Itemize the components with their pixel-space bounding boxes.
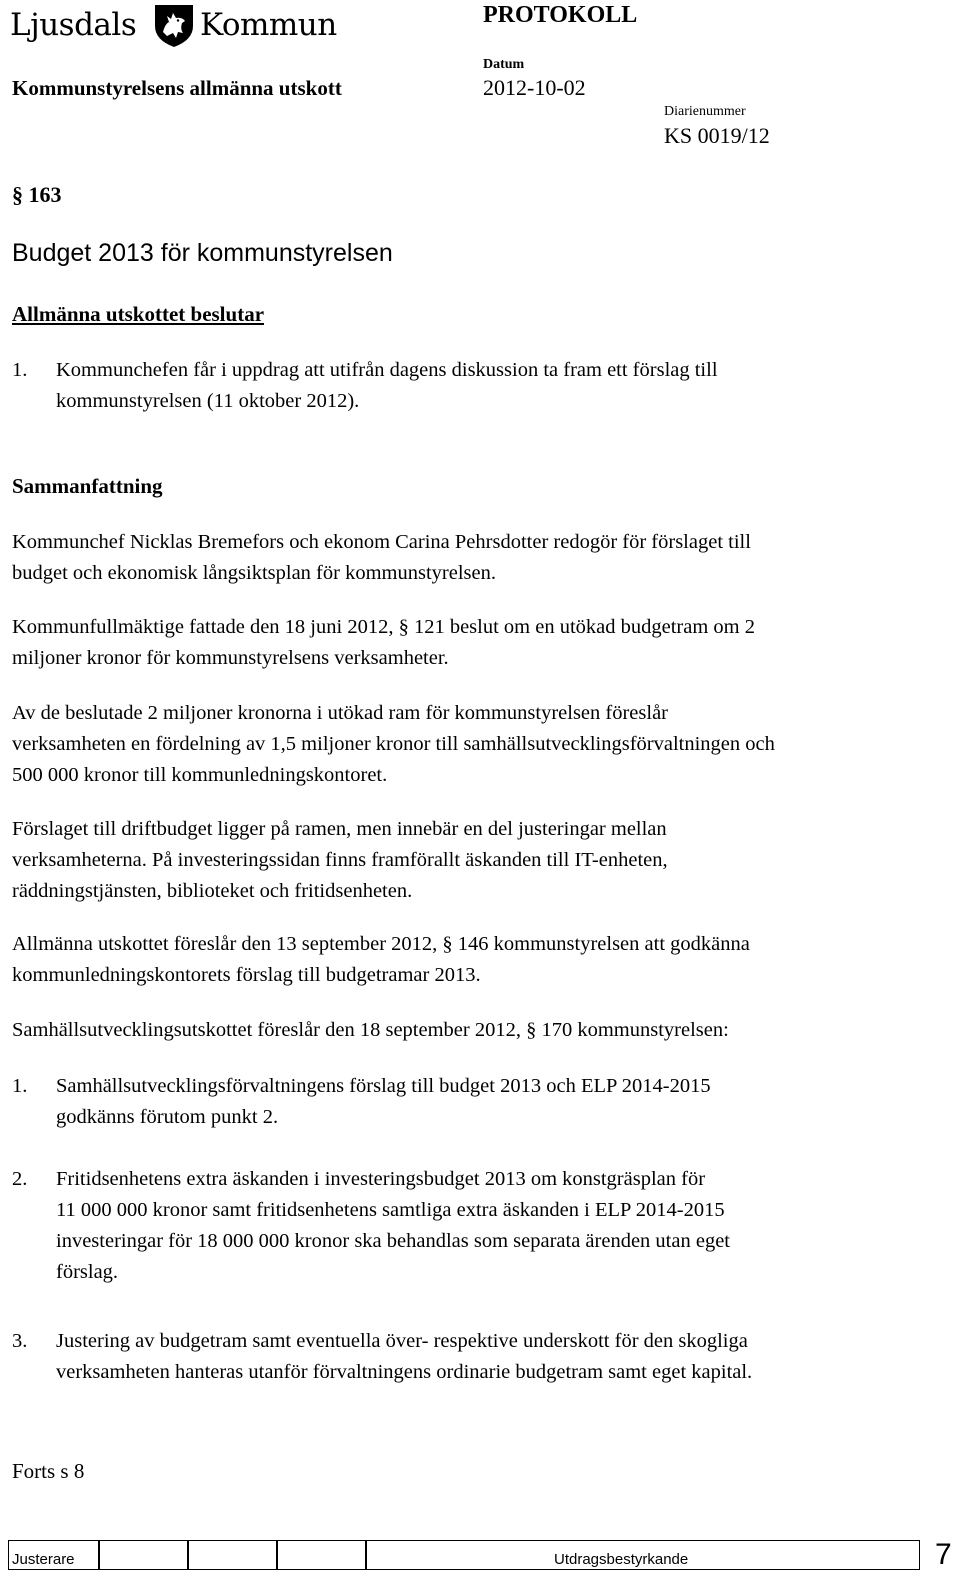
paragraph	[12, 814, 942, 907]
justerare-label: Justerare	[12, 1551, 75, 1568]
item-line: Fritidsenhetens extra äskanden i investeringsbudget 2013 om konstgräsplan för	[56, 1168, 706, 1190]
paragraph-line: 500 000 kronor till kommunledningskontoret.	[12, 764, 388, 786]
paragraph-line: kommunledningskontorets förslag till budgetramar 2013.	[12, 964, 481, 986]
date-label: Datum	[483, 57, 525, 72]
paragraph-line: verksamheten en fördelning av 1,5 miljoner kronor till samhällsutvecklingsförvaltningen och	[12, 733, 775, 755]
logo-text-right: Kommun	[200, 7, 337, 43]
committee-name: Kommunstyrelsens allmänna utskott	[12, 76, 342, 100]
paragraph-line: Av de beslutade 2 miljoner kronorna i utökad ram för kommunstyrelsen föreslår	[12, 702, 669, 724]
paragraph	[12, 527, 942, 589]
paragraph-line: räddningstjänsten, biblioteket och fritidsenheten.	[12, 880, 413, 902]
continuation-note: Forts s 8	[12, 1459, 85, 1483]
paragraph	[12, 612, 942, 674]
item-line: förslag.	[56, 1261, 119, 1283]
paragraph-line: Allmänna utskottet föreslår den 13 september 2012, § 146 kommunstyrelsen att godkänna	[12, 933, 750, 955]
item-line: kommunstyrelsen (11 oktober 2012).	[56, 390, 360, 412]
utdragsbestyrkande-label: Utdragsbestyrkande	[554, 1551, 689, 1568]
paragraph	[12, 929, 942, 991]
item-line: investeringar för 18 000 000 kronor ska behandlas som separata ärenden utan eget	[56, 1230, 730, 1252]
page-number: 7	[935, 1538, 952, 1571]
decision-heading: Allmänna utskottet beslutar	[12, 302, 265, 326]
item-number: 3.	[12, 1330, 28, 1352]
coat-of-arms-icon	[145, 2, 203, 48]
paragraph-line: Samhällsutvecklingsutskottet föreslår den 18 september 2012, § 170 kommunstyrelsen:	[12, 1019, 729, 1041]
item-line: Kommunchefen får i uppdrag att utifrån dagens diskussion ta fram ett förslag till	[56, 359, 718, 381]
paragraph-line: miljoner kronor för kommunstyrelsens verksamheter.	[12, 647, 449, 669]
justerare-box	[276, 1540, 367, 1570]
justerare-box	[187, 1540, 278, 1570]
diarienummer-label: Diarienummer	[664, 104, 746, 119]
paragraph-line: Kommunchef Nicklas Bremefors och ekonom Carina Pehrsdotter redogör för förslaget till	[12, 531, 751, 553]
date-value: 2012-10-02	[483, 75, 586, 100]
signature-footer	[8, 1540, 944, 1572]
paragraph-line: verksamheterna. På investeringssidan finns framförallt äskanden till IT-enheten,	[12, 849, 668, 871]
item-line: 11 000 000 kronor samt fritidsenhetens samtliga extra äskanden i ELP 2014-2015	[56, 1199, 725, 1221]
paragraph-line: Förslaget till driftbudget ligger på ramen, men innebär en del justeringar mellan	[12, 818, 667, 840]
item-number: 2.	[12, 1168, 28, 1190]
summary-heading: Sammanfattning	[12, 474, 163, 498]
justerare-box	[98, 1540, 189, 1570]
page-title: Budget 2013 för kommunstyrelsen	[12, 239, 393, 267]
item-number: 1.	[12, 1075, 28, 1097]
item-line: godkänns förutom punkt 2.	[56, 1106, 279, 1128]
logo-text-left: Ljusdals	[10, 7, 137, 43]
document-type: PROTOKOLL	[483, 2, 638, 28]
item-line: Justering av budgetram samt eventuella över- respektive underskott för den skogliga	[56, 1330, 748, 1352]
paragraph	[12, 698, 942, 791]
paragraph-line: budget och ekonomisk långsiktsplan för kommunstyrelsen.	[12, 562, 496, 584]
item-line: Samhällsutvecklingsförvaltningens förslag till budget 2013 och ELP 2014-2015	[56, 1075, 711, 1097]
item-line: verksamheten hanteras utanför förvaltningens ordinarie budgetram samt eget kapital.	[56, 1361, 753, 1383]
paragraph	[12, 1015, 942, 1046]
item-number: 1.	[12, 359, 28, 381]
diarienummer-value: KS 0019/12	[664, 123, 770, 148]
section-number: § 163	[12, 182, 62, 207]
paragraph-line: Kommunfullmäktige fattade den 18 juni 2012, § 121 beslut om en utökad budgetram om 2	[12, 616, 755, 638]
